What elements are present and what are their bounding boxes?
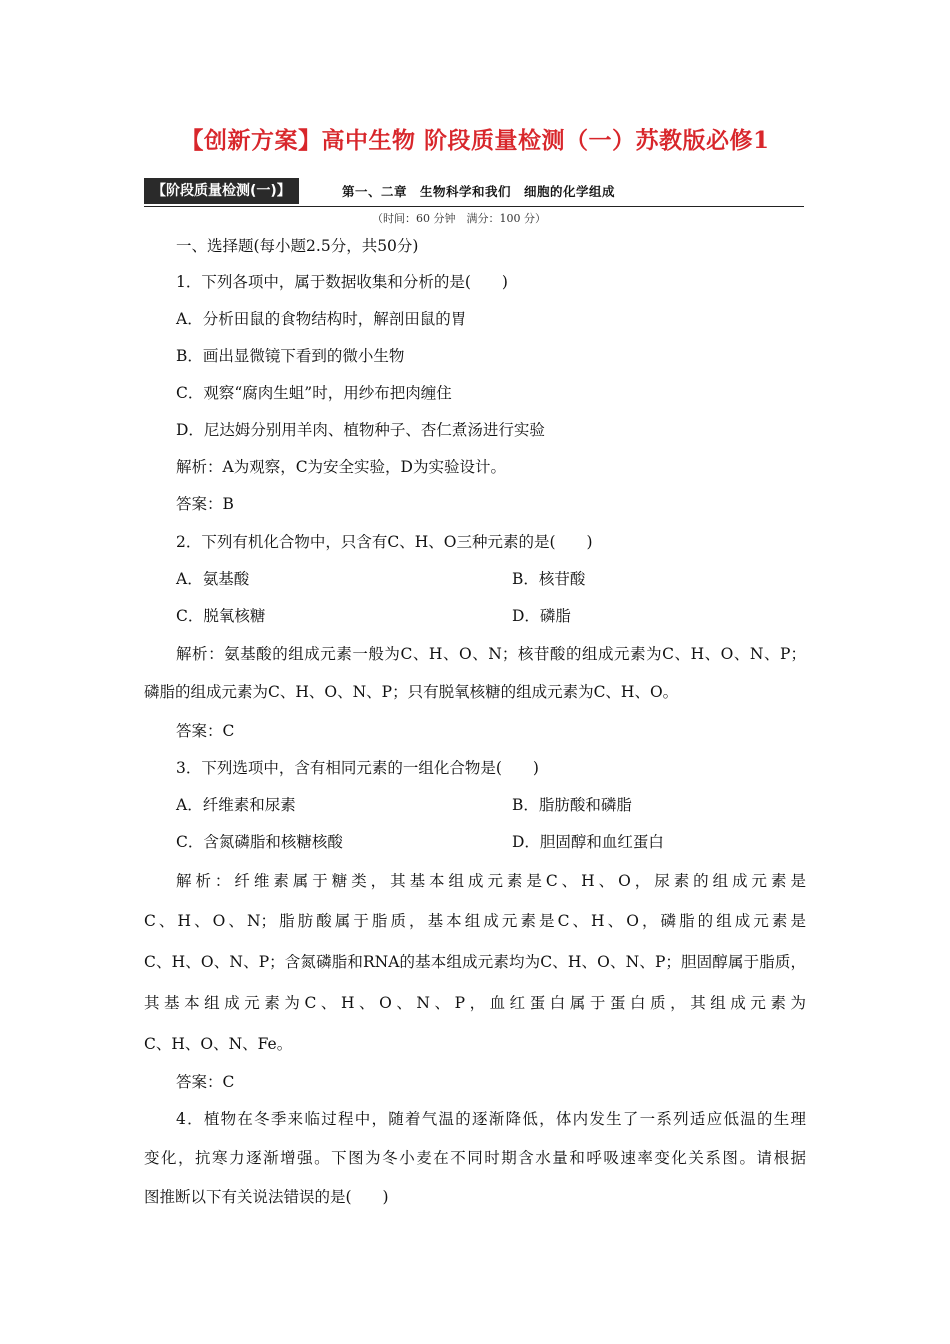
section-heading: 一、选择题(每小题2.5分，共50分): [176, 237, 419, 255]
q4-stem-line-2: 变化，抗寒力逐渐增强。下图为冬小麦在不同时期含水量和呼吸速率变化关系图。请根据: [144, 1149, 806, 1167]
stage-test-badge: 【阶段质量检测(一)】: [144, 178, 299, 204]
q1-option-a: A．分析田鼠的食物结构时，解剖田鼠的胃: [176, 310, 467, 328]
q3-analysis-line-5: C、H、O、N、Fe。: [144, 1035, 293, 1053]
q3-analysis-line-2: C、H、O、N；脂肪酸属于脂质，基本组成元素是C、H、O，磷脂的组成元素是: [144, 912, 806, 930]
q2-option-b: B．核苷酸: [512, 570, 586, 588]
q1-option-b: B．画出显微镜下看到的微小生物: [176, 347, 405, 365]
q3-answer: 答案：C: [176, 1073, 235, 1091]
q3-option-d: D．胆固醇和血红蛋白: [512, 833, 664, 851]
q1-analysis: 解析：A为观察，C为安全实验，D为实验设计。: [176, 458, 506, 476]
document-title: 【创新方案】高中生物 阶段质量检测（一）苏教版必修1: [180, 127, 770, 154]
q2-analysis-line-1: 解析：氨基酸的组成元素一般为C、H、O、N；核苷酸的组成元素为C、H、O、N、P；: [176, 645, 806, 663]
q1-option-d: D．尼达姆分别用羊肉、植物种子、杏仁煮汤进行实验: [176, 421, 545, 439]
q3-stem: 3．下列选项中，含有相同元素的一组化合物是( ): [176, 759, 539, 777]
section-header-bar: [144, 178, 804, 207]
q3-option-a: A．纤维素和尿素: [176, 796, 296, 814]
time-score-note: （时间：60 分钟 满分：100 分）: [372, 212, 546, 225]
chapter-heading: 第一、二章 生物科学和我们 细胞的化学组成: [342, 184, 616, 199]
q1-option-c: C．观察“腐肉生蛆”时，用纱布把肉缠住: [176, 384, 452, 402]
q2-option-a: A．氨基酸: [176, 570, 250, 588]
q2-analysis-line-2: 磷脂的组成元素为C、H、O、N、P；只有脱氧核糖的组成元素为C、H、O。: [144, 683, 679, 701]
q2-answer: 答案：C: [176, 722, 235, 740]
q4-stem-line-3: 图推断以下有关说法错误的是( ): [144, 1188, 389, 1206]
q1-stem: 1．下列各项中，属于数据收集和分析的是( ): [176, 273, 508, 291]
q3-analysis-line-4: 其基本组成元素为C、H、O、N、P，血红蛋白属于蛋白质，其组成元素为: [144, 994, 806, 1012]
q3-analysis-line-3: C、H、O、N、P；含氮磷脂和RNA的基本组成元素均为C、H、O、N、P；胆固醇属于脂质，: [144, 953, 806, 971]
q2-option-d: D．磷脂: [512, 607, 571, 625]
q3-option-b: B．脂肪酸和磷脂: [512, 796, 632, 814]
q3-option-c: C．含氮磷脂和核糖核酸: [176, 833, 343, 851]
q3-analysis-line-1: 解析：纤维素属于糖类，其基本组成元素是C、H、O，尿素的组成元素是: [176, 872, 806, 890]
q2-option-c: C．脱氧核糖: [176, 607, 266, 625]
q2-stem: 2．下列有机化合物中，只含有C、H、O三种元素的是( ): [176, 533, 593, 551]
q1-answer: 答案：B: [176, 495, 234, 513]
q4-stem-line-1: 4．植物在冬季来临过程中，随着气温的逐渐降低，体内发生了一系列适应低温的生理: [176, 1110, 806, 1128]
